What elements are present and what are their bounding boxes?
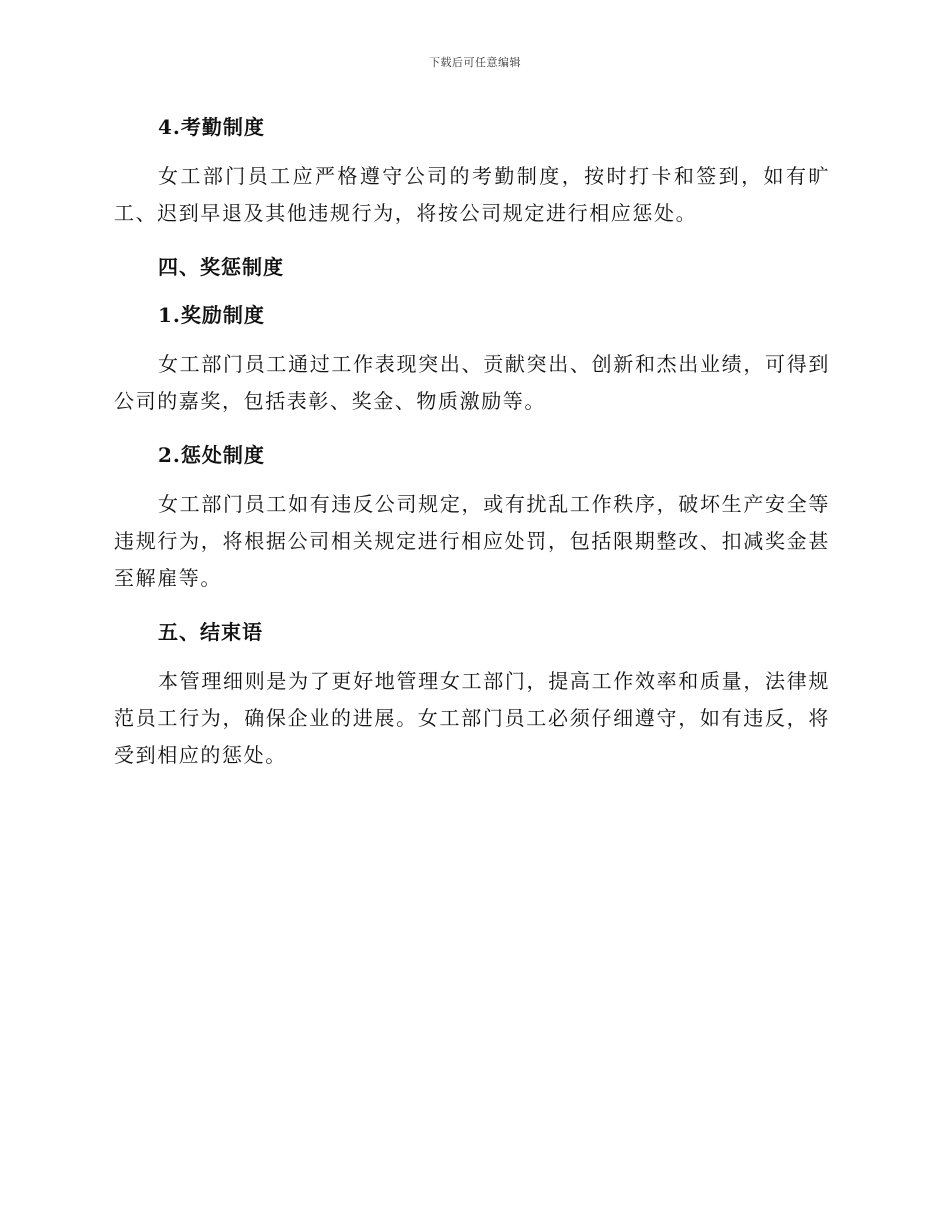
header-note: 下载后可任意编辑	[429, 56, 521, 69]
document-body	[114, 110, 830, 774]
paragraph-rewards: 女工部门员工通过工作表现突出、贡献突出、创新和杰出业绩，可得到公司的嘉奖，包括表彰、奖金、物质激励等。	[114, 352, 830, 413]
paragraph-penalties: 女工部门员工如有违反公司规定，或有扰乱工作秩序，破坏生产安全等违规行为，将根据公司相关规定进行相应处罚，包括限期整改、扣减奖金甚至解雇等。	[114, 492, 830, 590]
heading-conclusion: 五、结束语	[158, 620, 263, 644]
heading-penalties: 2.惩处制度	[158, 443, 265, 467]
paragraph-conclusion: 本管理细则是为了更好地管理女工部门，提高工作效率和质量，法律规范员工行为，确保企业的进展。女工部门员工必须仔细遵守，如有违反，将受到相应的惩处。	[114, 669, 830, 767]
heading-rewards-penalties: 四、奖惩制度	[158, 255, 284, 279]
paragraph-attendance: 女工部门员工应严格遵守公司的考勤制度，按时打卡和签到，如有旷工、迟到早退及其他违规行为，将按公司规定进行相应惩处。	[114, 164, 830, 225]
heading-attendance: 4.考勤制度	[158, 115, 265, 139]
heading-rewards: 1.奖励制度	[158, 303, 265, 327]
